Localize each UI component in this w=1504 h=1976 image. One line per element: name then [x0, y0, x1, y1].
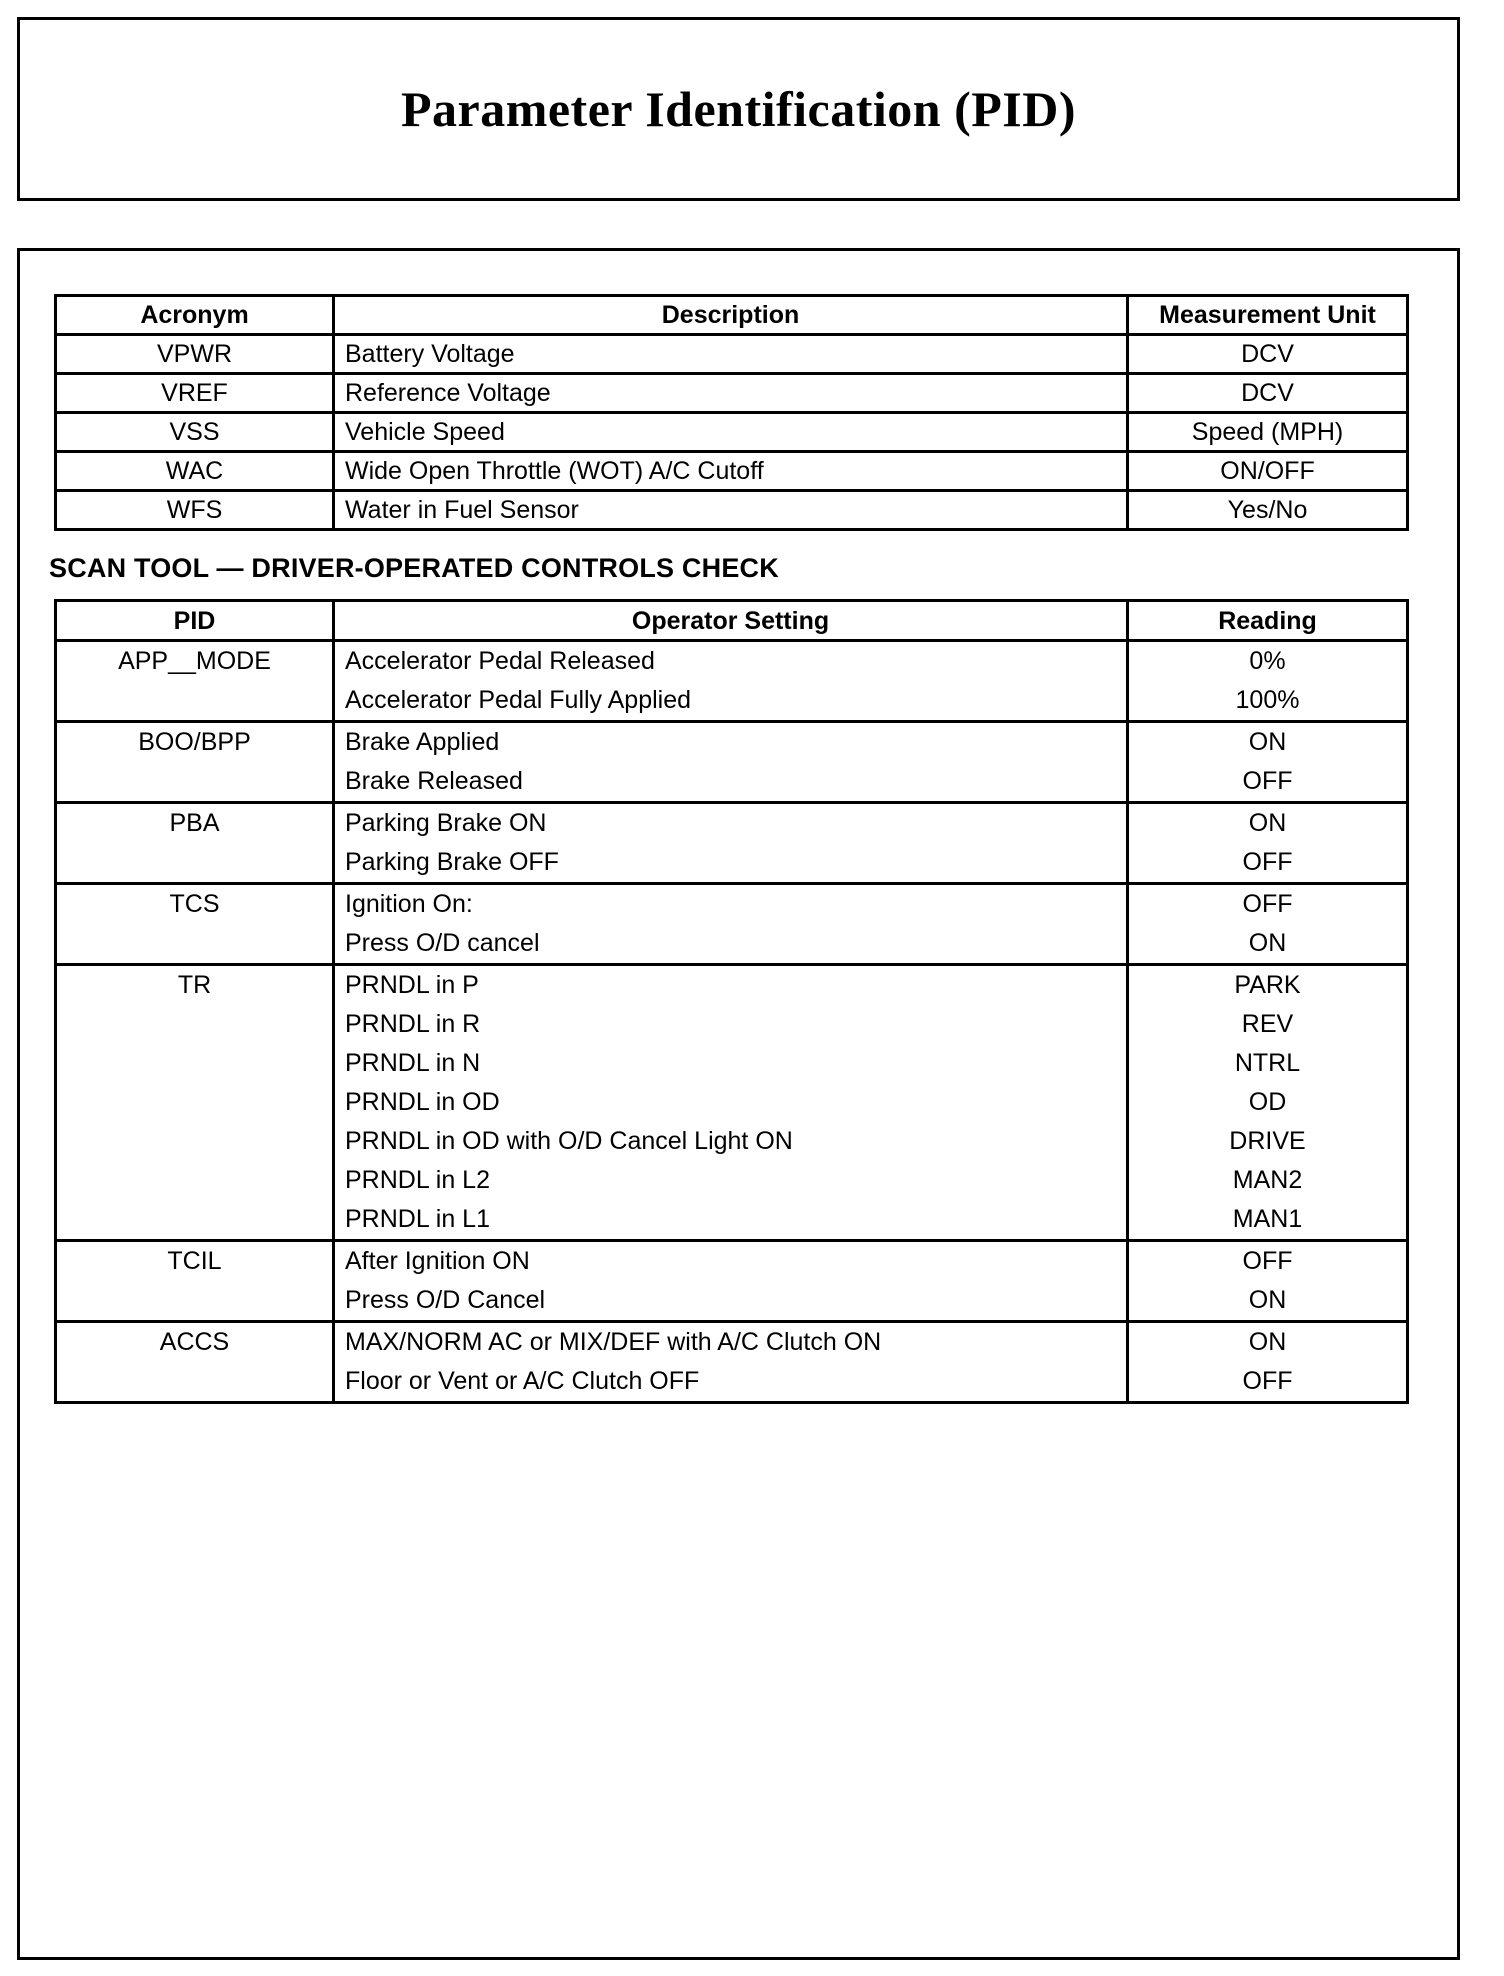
- reading-line: OD: [1248, 1088, 1287, 1116]
- setting-line: Parking Brake OFF: [345, 848, 559, 876]
- reading-line: REV: [1241, 1010, 1294, 1038]
- unit-cell: DCV: [1128, 374, 1408, 413]
- table-row: [56, 491, 1408, 530]
- acronym-cell: VSS: [56, 413, 334, 452]
- reading-line: OFF: [1242, 1247, 1293, 1275]
- table-row: [56, 452, 1408, 491]
- description-cell: Reference Voltage: [334, 374, 1128, 413]
- controls-check-table: [54, 599, 1409, 1404]
- pid-cell: ACCS: [56, 1322, 334, 1403]
- reading-line: OFF: [1242, 848, 1293, 876]
- setting-line: PRNDL in P: [345, 971, 479, 999]
- description-cell: Battery Voltage: [334, 335, 1128, 374]
- reading-line: MAN1: [1232, 1205, 1303, 1233]
- table-row: [56, 884, 1408, 965]
- setting-cell: [334, 1241, 1128, 1322]
- page-title: Parameter Identification (PID): [400, 81, 1076, 137]
- setting-line: PRNDL in OD with O/D Cancel Light ON: [345, 1127, 793, 1155]
- header-reading: Reading: [1128, 601, 1408, 641]
- table-row: [56, 335, 1408, 374]
- reading-line: ON: [1248, 929, 1287, 957]
- setting-line: PRNDL in N: [345, 1049, 481, 1077]
- unit-cell: Yes/No: [1128, 491, 1408, 530]
- setting-cell: [334, 1322, 1128, 1403]
- setting-line: Parking Brake ON: [345, 809, 547, 837]
- reading-cell: [1128, 884, 1408, 965]
- setting-line: PRNDL in L2: [345, 1166, 490, 1194]
- header-measurement-unit: Measurement Unit: [1128, 296, 1408, 335]
- table-row: [56, 641, 1408, 722]
- table-row: [56, 1241, 1408, 1322]
- table-header-row: [56, 601, 1408, 641]
- table-header-row: [56, 296, 1408, 335]
- reading-line: PARK: [1234, 971, 1301, 999]
- description-cell: Water in Fuel Sensor: [334, 491, 1128, 530]
- reading-line: ON: [1248, 1328, 1287, 1356]
- setting-line: PRNDL in R: [345, 1010, 481, 1038]
- pid-cell: TCIL: [56, 1241, 334, 1322]
- setting-line: Press O/D Cancel: [345, 1286, 546, 1314]
- pid-cell: APP__MODE: [56, 641, 334, 722]
- reading-cell: [1128, 1322, 1408, 1403]
- table-row: [56, 1322, 1408, 1403]
- table-row: [56, 803, 1408, 884]
- pid-cell: TCS: [56, 884, 334, 965]
- unit-cell: DCV: [1128, 335, 1408, 374]
- unit-cell: Speed (MPH): [1128, 413, 1408, 452]
- setting-line: Ignition On:: [345, 890, 473, 918]
- acronym-cell: WAC: [56, 452, 334, 491]
- acronym-cell: VREF: [56, 374, 334, 413]
- reading-cell: [1128, 1241, 1408, 1322]
- header-operator-setting: Operator Setting: [334, 601, 1128, 641]
- reading-line: ON: [1248, 728, 1287, 756]
- reading-line: ON: [1248, 1286, 1287, 1314]
- acronym-cell: WFS: [56, 491, 334, 530]
- header-description: Description: [334, 296, 1128, 335]
- table-row: [56, 374, 1408, 413]
- setting-line: Accelerator Pedal Fully Applied: [345, 686, 692, 714]
- setting-line: MAX/NORM AC or MIX/DEF with A/C Clutch ON: [345, 1328, 882, 1356]
- reading-cell: [1128, 803, 1408, 884]
- pid-cell: PBA: [56, 803, 334, 884]
- title-box: [17, 17, 1460, 201]
- setting-line: After Ignition ON: [345, 1247, 530, 1275]
- reading-line: OFF: [1242, 890, 1293, 918]
- header-acronym: Acronym: [56, 296, 334, 335]
- header-pid: PID: [56, 601, 334, 641]
- setting-line: Brake Released: [345, 767, 523, 795]
- reading-line: DRIVE: [1229, 1127, 1306, 1155]
- reading-cell: [1128, 722, 1408, 803]
- reading-line: 0%: [1249, 647, 1286, 675]
- reading-line: 100%: [1235, 686, 1300, 714]
- setting-cell: [334, 722, 1128, 803]
- reading-line: NTRL: [1234, 1049, 1301, 1077]
- setting-line: Press O/D cancel: [345, 929, 540, 957]
- description-cell: Vehicle Speed: [334, 413, 1128, 452]
- setting-line: Floor or Vent or A/C Clutch OFF: [345, 1367, 700, 1395]
- setting-line: PRNDL in L1: [345, 1205, 490, 1233]
- pid-acronym-table: [54, 294, 1409, 531]
- reading-line: OFF: [1242, 767, 1293, 795]
- reading-cell: [1128, 641, 1408, 722]
- table-row: [56, 722, 1408, 803]
- content-box: [17, 248, 1460, 1960]
- setting-cell: [334, 803, 1128, 884]
- setting-cell: [334, 884, 1128, 965]
- setting-line: Brake Applied: [345, 728, 500, 756]
- reading-cell: [1128, 965, 1408, 1241]
- pid-cell: TR: [56, 965, 334, 1241]
- setting-line: Accelerator Pedal Released: [345, 647, 655, 675]
- setting-cell: [334, 965, 1128, 1241]
- reading-line: OFF: [1242, 1367, 1293, 1395]
- unit-cell: ON/OFF: [1128, 452, 1408, 491]
- setting-line: PRNDL in OD: [345, 1088, 500, 1116]
- reading-line: ON: [1248, 809, 1287, 837]
- acronym-cell: VPWR: [56, 335, 334, 374]
- section-heading: SCAN TOOL — DRIVER-OPERATED CONTROLS CHECK: [49, 553, 779, 583]
- description-cell: Wide Open Throttle (WOT) A/C Cutoff: [334, 452, 1128, 491]
- reading-line: MAN2: [1232, 1166, 1303, 1194]
- pid-cell: BOO/BPP: [56, 722, 334, 803]
- table-row: [56, 413, 1408, 452]
- setting-cell: [334, 641, 1128, 722]
- table-row: [56, 965, 1408, 1241]
